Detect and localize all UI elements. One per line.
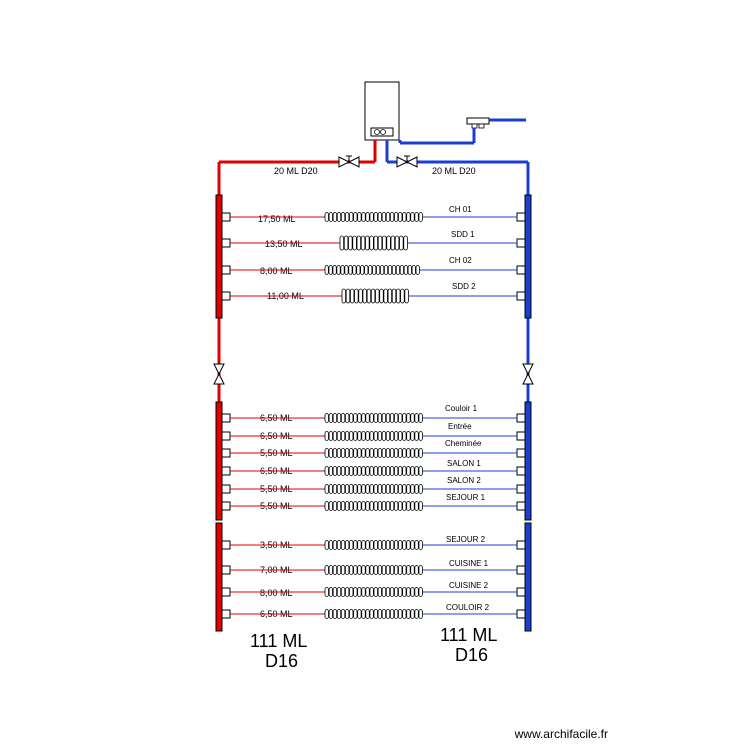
loop-length-label: 13,50 ML <box>265 239 303 249</box>
credit-text: www.archifacile.fr <box>514 727 608 741</box>
upper-supply-collector <box>216 195 222 318</box>
loop-return-port <box>517 566 525 574</box>
loop-length-label: 6,50 ML <box>260 413 293 423</box>
loop-room-label: Entrée <box>448 422 472 431</box>
lower-supply-collector <box>216 402 222 631</box>
loop-return-port <box>517 541 525 549</box>
loop-supply-port <box>222 467 230 475</box>
loop-return-port <box>517 610 525 618</box>
total-right-length: 111 ML <box>440 625 498 645</box>
water-meter <box>400 118 526 143</box>
boiler <box>365 82 399 140</box>
loop-length-label: 6,50 ML <box>260 431 293 441</box>
loop-return-port <box>517 449 525 457</box>
loop-supply-port <box>222 502 230 510</box>
loop-room-label: SEJOUR 1 <box>446 493 486 502</box>
loop-length-label: 5,50 ML <box>260 501 293 511</box>
supply-valve <box>339 156 359 167</box>
loop-length-label: 8,00 ML <box>260 588 293 598</box>
loop-supply-port <box>222 432 230 440</box>
loop-length-label: 5,50 ML <box>260 484 293 494</box>
supply-mid-valve <box>214 364 224 384</box>
loop-return-port <box>517 414 525 422</box>
loop-room-label: SALON 2 <box>447 476 481 485</box>
loop-return-port <box>517 467 525 475</box>
loop-supply-port <box>222 449 230 457</box>
loop-room-label: SDD 1 <box>451 230 475 239</box>
loop-return-port <box>517 432 525 440</box>
loop-return-port <box>517 266 525 274</box>
loop-supply-port <box>222 414 230 422</box>
total-right-diameter: D16 <box>455 645 489 665</box>
return-valve <box>397 156 417 167</box>
loop-room-label: Cheminée <box>445 439 482 448</box>
loop-room-label: SEJOUR 2 <box>446 535 486 544</box>
loop-length-label: 6,50 ML <box>260 466 293 476</box>
loop-supply-port <box>222 566 230 574</box>
return-mid-valve <box>523 364 533 384</box>
loop-supply-port <box>222 610 230 618</box>
total-left-diameter: D16 <box>265 651 299 671</box>
loop-room-label: Couloir 1 <box>445 404 478 413</box>
loop-length-label: 11,00 ML <box>267 291 304 301</box>
upper-return-collector <box>525 195 531 318</box>
loop-room-label: CH 01 <box>449 205 472 214</box>
loop-room-label: COULOIR 2 <box>446 603 490 612</box>
loop-return-port <box>517 485 525 493</box>
loop-supply-port <box>222 292 230 300</box>
total-left-length: 111 ML <box>250 631 308 651</box>
loop-length-label: 3,50 ML <box>260 540 293 550</box>
loop-room-label: SDD 2 <box>452 282 476 291</box>
loop-room-label: CH 02 <box>449 256 472 265</box>
loop-return-port <box>517 213 525 221</box>
loop-length-label: 7,00 ML <box>260 565 293 575</box>
loop-room-label: CUISINE 2 <box>449 581 489 590</box>
loop-return-port <box>517 239 525 247</box>
loop-supply-port <box>222 588 230 596</box>
loop-supply-port <box>222 213 230 221</box>
loop-supply-port <box>222 239 230 247</box>
loop-return-port <box>517 588 525 596</box>
loop-return-port <box>517 292 525 300</box>
loop-supply-port <box>222 541 230 549</box>
loop-length-label: 8,00 ML <box>260 266 293 276</box>
lower-return-collector <box>525 402 531 631</box>
loop-length-label: 5,50 ML <box>260 448 293 458</box>
loop-return-port <box>517 502 525 510</box>
loop-length-label: 17,50 ML <box>258 214 296 224</box>
loop-length-label: 6,50 ML <box>260 609 293 619</box>
supply-main-label: 20 ML D20 <box>274 166 318 176</box>
loop-supply-port <box>222 266 230 274</box>
loop-room-label: SALON 1 <box>447 459 481 468</box>
return-main-label: 20 ML D20 <box>432 166 476 176</box>
loop-supply-port <box>222 485 230 493</box>
loop-room-label: CUISINE 1 <box>449 559 489 568</box>
